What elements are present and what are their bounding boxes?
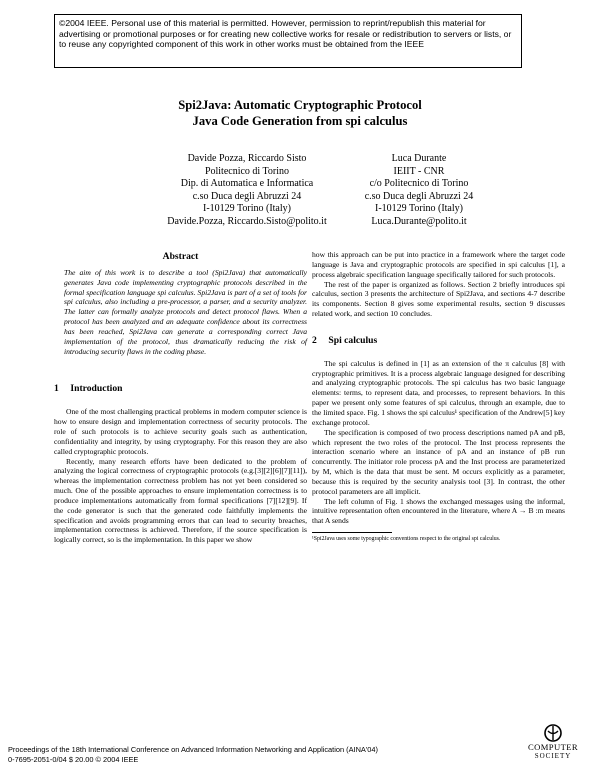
- author-email: Luca.Durante@polito.it: [371, 215, 467, 227]
- computer-society-icon: [544, 723, 562, 743]
- section-number: 1: [54, 383, 59, 395]
- title-line-1: Spi2Java: Automatic Cryptographic Protocol: [178, 98, 422, 112]
- paragraph: One of the most challenging practical problems in modern computer science is how to ensure design and implementation correctness of security protocols. The role of such protocols is to achieve security goals such as authentication, confidentiality and integrity, by using cryptography. For this reason they are also called cryptographic protocols.: [54, 407, 307, 456]
- author-city: I-10129 Torino (Italy): [203, 203, 291, 215]
- computer-society-logo: [523, 723, 583, 771]
- section-title: Introduction: [70, 383, 123, 395]
- author-names: Luca Durante: [391, 153, 447, 164]
- footnote: ¹Spi2Java uses some typographic conventions respect to the original spi calculus.: [312, 536, 501, 543]
- authors-right: [352, 153, 486, 229]
- abstract-text: The aim of this work is to describe a tool (Spi2Java) that automatically generates Java code implementing cryptographic protocols described in the formal specification language spi calculus. Spi2Java is part of a set of tools for spi calculus, also including a pre-processor, a parser, and a security analyzer. The latter can formally analyze protocols and detect protocol flaws. When a protocol has been analyzed and an adequate confidence about its correctness has been reached, Spi2Java can generate a corresponding correct Java implementation of the protocol, thus dramatically reducing the risk of introducing security flaws in the coding phase.: [64, 267, 307, 356]
- author-names: Davide Pozza, Riccardo Sisto: [187, 153, 307, 164]
- paragraph: The specification is composed of two process descriptions named pA and pB, which represent the two roles of the protocol. The Inst process represents the interaction scenario where an instance of pA and an instance of pB run concurrently. The initiator role process pA and the Inst process are parameterized by M, which is the data that must be sent. M occurs explicitly as a parameter, because this is required by the security analysis tool [3]. In contrast, the other protocol parameters are all implicit.: [312, 427, 565, 496]
- paragraph: The left column of Fig. 1 shows the exchanged messages using the informal, intuitive representation often encountered in the literature, where A → B :m means that A sends: [312, 496, 565, 526]
- section-number: 2: [312, 334, 317, 346]
- section-2-heading: [312, 336, 565, 346]
- paragraph: The spi calculus is defined in [1] as an extension of the π calculus [8] with cryptographic primitives. It is a process algebraic language designed for describing and analyzing cryptographic protocols. The spi calculus has two basic language elements: terms, to represent data, and processes, to represent behaviors. In this paper we present only some features of spi calculus, through an example, due to the limited space. Fig. 1 shows the spi calculus¹ specification of the Andrew[5] key exchange protocol.: [312, 358, 565, 427]
- author-affiliation: Politecnico di Torino: [204, 165, 290, 177]
- author-city: I-10129 Torino (Italy): [375, 203, 463, 215]
- author-email: Davide.Pozza, Riccardo.Sisto@polito.it: [167, 215, 327, 227]
- paragraph: Recently, many research efforts have been dedicated to the problem of analyzing the logical correctness of cryptographic protocols (e.g.[3][2][6][7][11]), whereas the implementation correctness problem has not yet been considered so much. One of the possible approaches to ensure implementation correctness is to produce implementations automatically from formal specifications [7][12][9]. If the code generator is such that the generated code faithfully implements the specification and avoids programming errors that can lead to security breaches, implementation correctness is achieved. Therefore, if the source specification is logically correct, so is the implementation. In this paper we show: [54, 456, 307, 545]
- author-dept: Dip. di Automatica e Informatica: [180, 178, 314, 190]
- left-column: [54, 252, 307, 545]
- right-column: [312, 250, 565, 544]
- authors-left: [152, 153, 342, 229]
- paragraph: The rest of the paper is organized as follows. Section 2 briefly introduces spi calculus, section 3 presents the architecture of Spi2Java, and sections 4-7 describe its components. Section 8 gives some experimental results, section 9 discusses related work, and section 10 concludes.: [312, 279, 565, 319]
- section-title: Spi calculus: [328, 334, 378, 346]
- logo-line-2: SOCIETY: [534, 752, 572, 760]
- logo-line-1: COMPUTER: [528, 742, 578, 752]
- footnote-rule: [312, 532, 392, 533]
- author-street: c.so Duca degli Abruzzi 24: [192, 190, 302, 202]
- proceedings-footer: [8, 745, 378, 764]
- paragraph: how this approach can be put into practice in a framework where the target code language is Java and cryptographic protocols are specified in spi calculus [1], a process algebraic specification language specifically tailored for such protocols.: [312, 250, 565, 279]
- abstract-heading: Abstract: [162, 251, 199, 262]
- section-1-heading: [54, 384, 307, 394]
- author-dept: c/o Politecnico di Torino: [369, 178, 469, 190]
- copyright-notice: ©2004 IEEE. Personal use of this material is permitted. However, permission to reprint/republish this material for advertising or promotional purposes or for creating new collective works for resale or redistribution to servers or lists, or to reuse any copyrighted component of this work in other works must be obtained from the IEEE: [54, 14, 522, 68]
- paper-title: [0, 97, 600, 129]
- author-affiliation: IEIIT - CNR: [393, 165, 445, 177]
- footer-line-2: 0-7695-2051-0/04 $ 20.00 © 2004 IEEE: [8, 754, 139, 764]
- footer-line-1: Proceedings of the 18th International Conference on Advanced Information Networking and Application (AINA'04): [8, 745, 378, 754]
- title-line-2: Java Code Generation from spi calculus: [192, 114, 408, 128]
- author-street: c.so Duca degli Abruzzi 24: [364, 190, 474, 202]
